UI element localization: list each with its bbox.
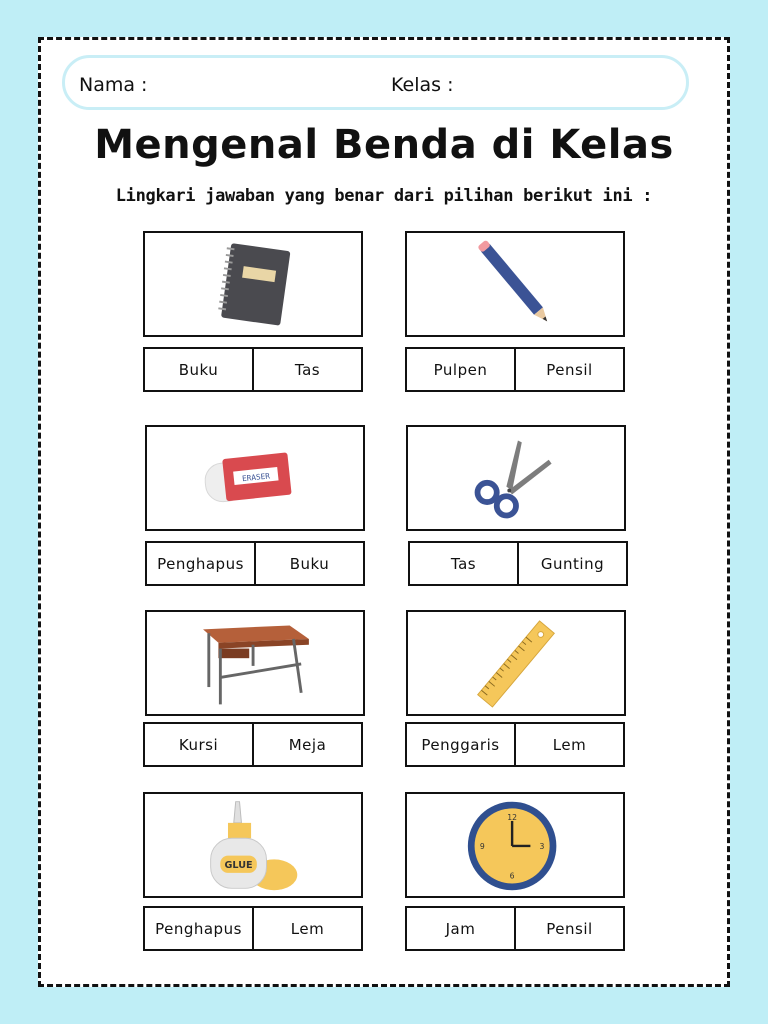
option-tas[interactable]: Tas (252, 349, 361, 390)
option-buku-2[interactable]: Buku (254, 543, 363, 584)
notebook-icon (145, 233, 361, 335)
answer-options-6 (405, 722, 625, 767)
option-gunting[interactable]: Gunting (517, 543, 626, 584)
answer-options-3 (145, 541, 365, 586)
svg-text:GLUE: GLUE (224, 860, 253, 872)
answer-options-2 (405, 347, 625, 392)
scissors-icon (408, 427, 624, 529)
kelas-label: Kelas : (391, 74, 454, 96)
picture-card-2 (405, 231, 625, 337)
option-meja[interactable]: Meja (252, 724, 361, 765)
svg-text:6: 6 (509, 871, 515, 881)
pencil-icon (407, 233, 623, 335)
option-buku[interactable]: Buku (178, 360, 219, 379)
svg-text:12: 12 (507, 812, 518, 822)
glue-icon (145, 794, 361, 896)
option-lem-2[interactable]: Lem (252, 908, 361, 949)
desk-icon (147, 612, 363, 714)
picture-card-1 (143, 231, 363, 337)
option-tas-2[interactable]: Tas (450, 554, 477, 573)
answer-options-5 (143, 722, 363, 767)
picture-card-8 (405, 792, 625, 898)
svg-text:9: 9 (479, 841, 485, 851)
answer-options-8 (405, 906, 625, 951)
picture-card-5 (145, 610, 365, 716)
picture-card-6 (406, 610, 626, 716)
worksheet-border (38, 37, 730, 987)
svg-text:3: 3 (539, 841, 545, 851)
option-pulpen[interactable]: Pulpen (433, 360, 488, 379)
answer-options-1 (143, 347, 363, 392)
option-penggaris[interactable]: Penggaris (421, 735, 500, 754)
option-pensil-2[interactable]: Pensil (514, 908, 623, 949)
clock-icon (407, 794, 623, 896)
option-penghapus-2[interactable]: Penghapus (155, 919, 242, 938)
option-kursi[interactable]: Kursi (178, 735, 219, 754)
ruler-icon (408, 612, 624, 714)
instruction-text: Lingkari jawaban yang benar dari pilihan berikut ini : (115, 186, 653, 206)
svg-text:ERASER: ERASER (241, 471, 271, 484)
nama-label: Nama : (79, 74, 148, 96)
option-penghapus[interactable]: Penghapus (157, 554, 244, 573)
picture-card-7 (143, 792, 363, 898)
picture-card-4 (406, 425, 626, 531)
answer-options-4 (408, 541, 628, 586)
name-class-bar (62, 55, 689, 110)
option-pensil[interactable]: Pensil (514, 349, 623, 390)
option-lem[interactable]: Lem (514, 724, 623, 765)
option-jam[interactable]: Jam (445, 919, 476, 938)
page-title: Mengenal Benda di Kelas (94, 122, 674, 168)
answer-options-7 (143, 906, 363, 951)
eraser-icon (147, 427, 363, 529)
picture-card-3 (145, 425, 365, 531)
